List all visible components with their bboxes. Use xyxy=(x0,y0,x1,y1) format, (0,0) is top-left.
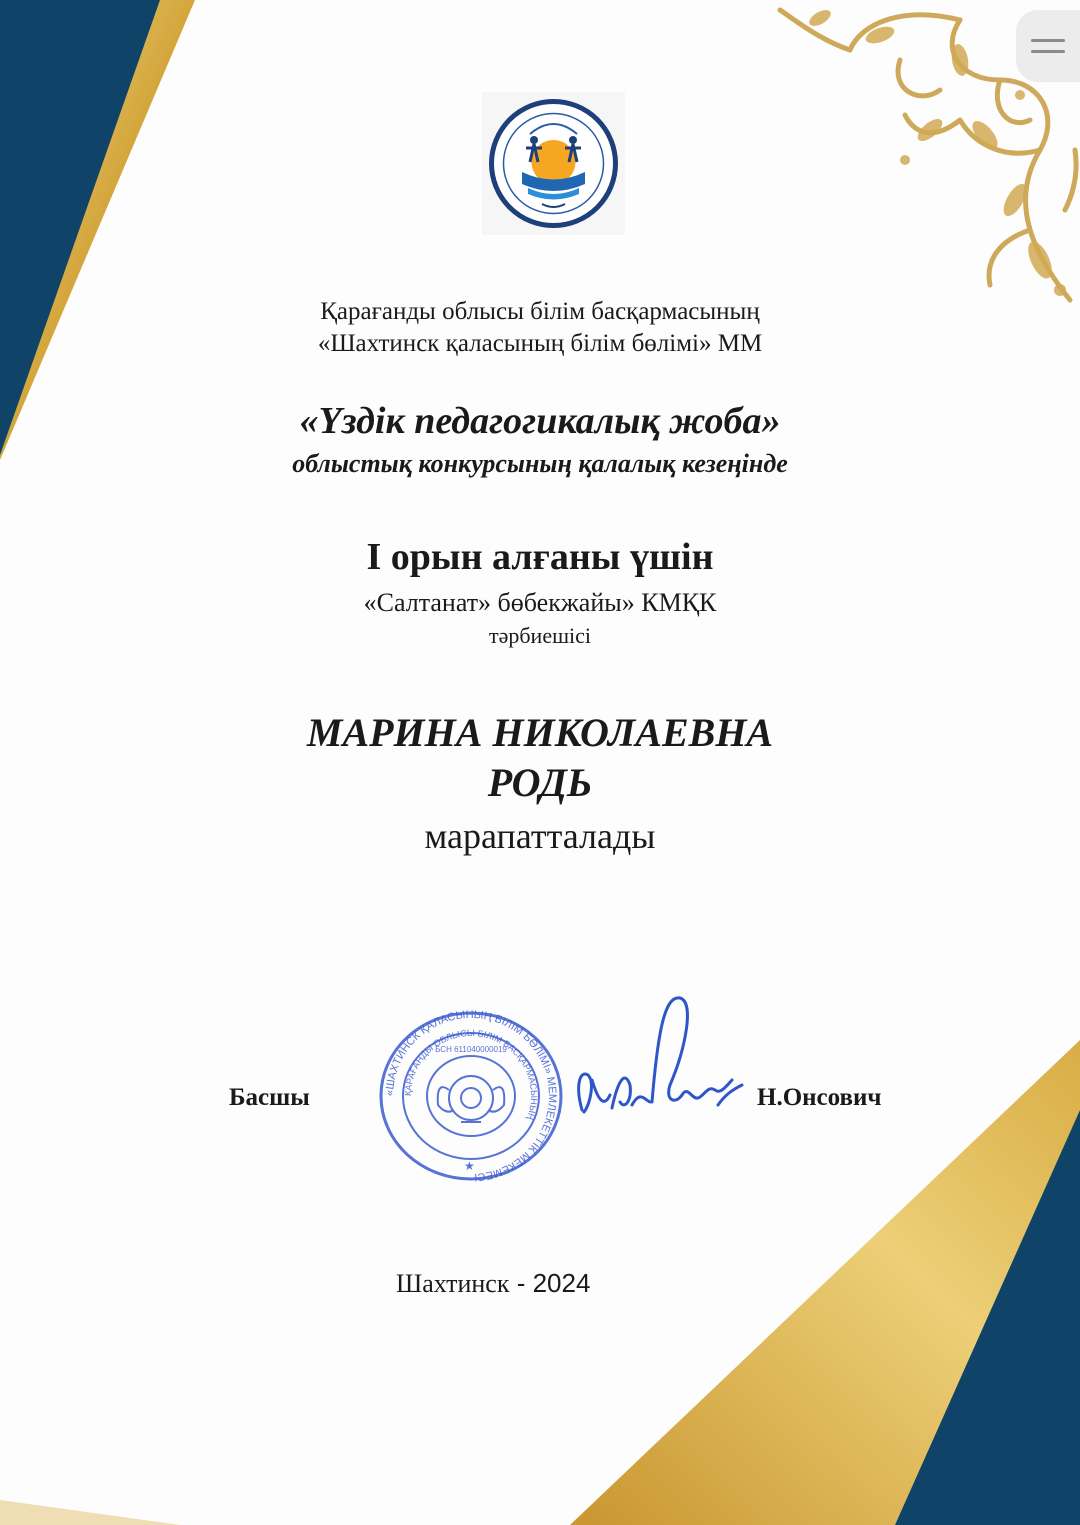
state-emblem-icon xyxy=(438,1076,505,1122)
issuer-line2: «Шахтинск қаласының білім бөлімі» ММ xyxy=(317,330,763,357)
menu-button[interactable] xyxy=(1016,10,1080,82)
svg-text:★: ★ xyxy=(464,1159,475,1173)
recipient-position: тәрбиешісі xyxy=(488,623,592,648)
issue-separator: - xyxy=(509,1268,533,1298)
official-stamp xyxy=(376,1010,566,1182)
head-label: Басшы xyxy=(229,1084,310,1111)
education-department-logo xyxy=(482,92,625,235)
recipient-name-line2: РОДЬ xyxy=(487,760,593,805)
recipient-name-line1: МАРИНА НИКОЛАЕВНА xyxy=(306,710,774,755)
top-left-navy-corner xyxy=(0,0,160,455)
organization: «Салтанат» бөбекжайы» КМҚК xyxy=(363,588,717,617)
recipient-name xyxy=(0,708,1080,808)
bottom-left-gold-corner xyxy=(0,1500,180,1525)
stamp-inner-text: ҚАРАҒАНДЫ ОБЛЫСЫ БІЛІМ БАСҚАРМАСЫНЫҢ xyxy=(402,1027,540,1122)
hamburger-menu-icon-line xyxy=(1031,50,1065,53)
issue-city: Шахтинск xyxy=(396,1269,510,1298)
contest-subtitle: облыстық конкурсының қалалық кезеңінде xyxy=(292,449,788,478)
contest-title: «Үздік педагогикалық жоба» xyxy=(299,400,781,442)
awarded-text: марапатталады xyxy=(424,816,656,856)
stamp-number: БСН 611040000019 xyxy=(435,1045,507,1054)
stamp-outer-text: «ШАХТИНСК ҚАЛАСЫНЫҢ БІЛІМ БӨЛІМІ» МЕМЛЕКЕТТІК МЕКЕМЕСІ xyxy=(383,1010,559,1182)
hamburger-menu-icon-line xyxy=(1031,39,1065,42)
place-award: І орын алғаны үшін xyxy=(366,536,714,578)
issuer xyxy=(0,296,1080,360)
issue-place-year xyxy=(396,1268,590,1299)
head-name: Н.Онсович xyxy=(757,1084,882,1111)
handwritten-signature xyxy=(570,990,750,1130)
issuer-line1: Қарағанды облысы білім басқармасының xyxy=(320,298,760,325)
issue-year: 2024 xyxy=(532,1268,591,1298)
